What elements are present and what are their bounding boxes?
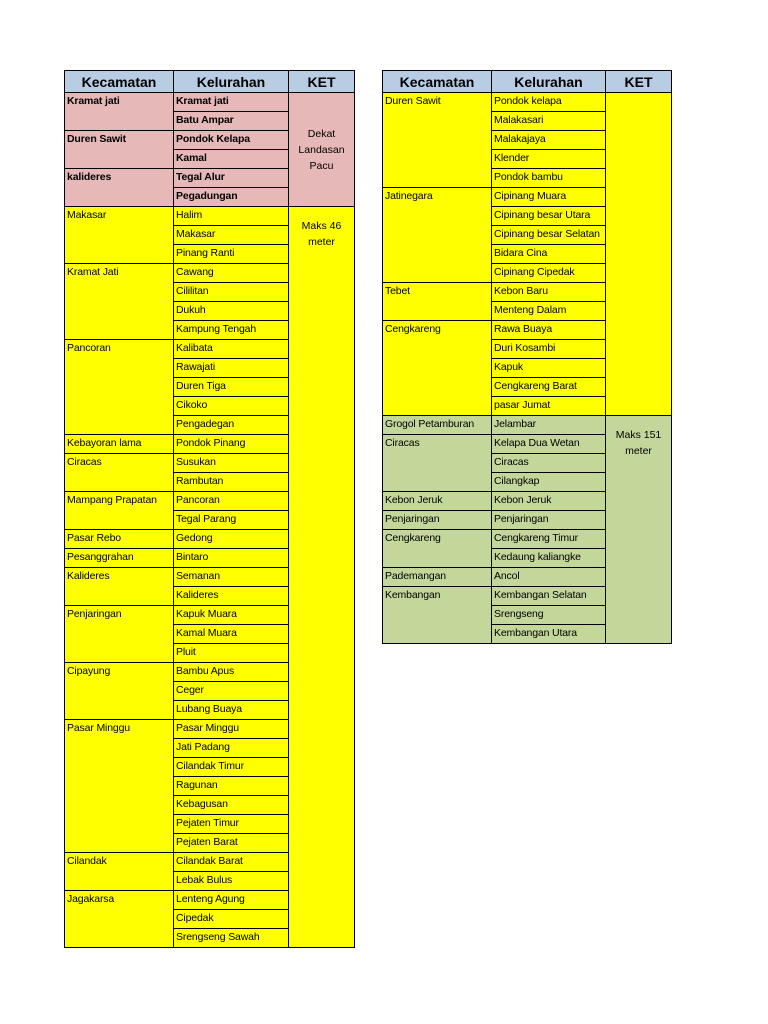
kelurahan-cell: Cawang: [174, 264, 289, 283]
ket-cell: [606, 93, 672, 416]
kelurahan-cell: Kebon Baru: [492, 283, 606, 302]
kecamatan-cell: Jagakarsa: [65, 891, 174, 948]
kelurahan-cell: Pasar Minggu: [174, 720, 289, 739]
kelurahan-cell: Lubang Buaya: [174, 701, 289, 720]
kelurahan-cell: Bintaro: [174, 549, 289, 568]
kelurahan-cell: Ciracas: [492, 454, 606, 473]
ket-cell: Maks 46 meter: [289, 207, 355, 948]
kecamatan-cell: Penjaringan: [65, 606, 174, 663]
kelurahan-cell: Penjaringan: [492, 511, 606, 530]
kelurahan-cell: Pinang Ranti: [174, 245, 289, 264]
kelurahan-cell: Kramat jati: [174, 93, 289, 112]
kelurahan-cell: Kamal Muara: [174, 625, 289, 644]
kecamatan-cell: Grogol Petamburan: [383, 416, 492, 435]
ket-cell: Maks 151 meter: [606, 416, 672, 644]
kelurahan-cell: Kampung Tengah: [174, 321, 289, 340]
kelurahan-cell: Cipinang Muara: [492, 188, 606, 207]
kelurahan-cell: Pondok Pinang: [174, 435, 289, 454]
kecamatan-cell: Kembangan: [383, 587, 492, 644]
header-kelurahan: Kelurahan: [492, 71, 606, 93]
table-row: [65, 93, 355, 112]
kecamatan-cell: Kebon Jeruk: [383, 492, 492, 511]
kelurahan-cell: Makasar: [174, 226, 289, 245]
kecamatan-cell: Cengkareng: [383, 321, 492, 416]
kelurahan-cell: Kapuk Muara: [174, 606, 289, 625]
kelurahan-cell: Srengseng: [492, 606, 606, 625]
kelurahan-cell: Ragunan: [174, 777, 289, 796]
table-body: [65, 93, 355, 948]
kelurahan-cell: Kapuk: [492, 359, 606, 378]
kecamatan-cell: Ciracas: [65, 454, 174, 492]
kelurahan-cell: Duren Tiga: [174, 378, 289, 397]
kelurahan-cell: Srengseng Sawah: [174, 929, 289, 948]
kelurahan-cell: Pejaten Barat: [174, 834, 289, 853]
kelurahan-cell: Pegadungan: [174, 188, 289, 207]
kelurahan-cell: Kedaung kaliangke: [492, 549, 606, 568]
kelurahan-cell: Kamal: [174, 150, 289, 169]
table-body: [383, 93, 672, 644]
kelurahan-cell: Dukuh: [174, 302, 289, 321]
kelurahan-cell: Cipinang besar Selatan: [492, 226, 606, 245]
kelurahan-cell: Bidara Cina: [492, 245, 606, 264]
kelurahan-cell: Batu Ampar: [174, 112, 289, 131]
header-ket: KET: [606, 71, 672, 93]
kelurahan-cell: Pancoran: [174, 492, 289, 511]
kelurahan-cell: Kebagusan: [174, 796, 289, 815]
kelurahan-cell: Cikoko: [174, 397, 289, 416]
kecamatan-cell: Kramat jati: [65, 93, 174, 131]
kelurahan-cell: Halim: [174, 207, 289, 226]
district-table-right: [382, 70, 672, 644]
kelurahan-cell: Kembangan Utara: [492, 625, 606, 644]
kelurahan-cell: Cilangkap: [492, 473, 606, 492]
kelurahan-cell: Cipinang Cipedak: [492, 264, 606, 283]
kelurahan-cell: Rawajati: [174, 359, 289, 378]
header-row: [65, 71, 355, 93]
table-header: [65, 71, 355, 93]
kelurahan-cell: Ancol: [492, 568, 606, 587]
kelurahan-cell: Tegal Alur: [174, 169, 289, 188]
kelurahan-cell: Cilandak Timur: [174, 758, 289, 777]
kelurahan-cell: pasar Jumat: [492, 397, 606, 416]
kelurahan-cell: Cipinang besar Utara: [492, 207, 606, 226]
kelurahan-cell: Pondok bambu: [492, 169, 606, 188]
kelurahan-cell: Pejaten Timur: [174, 815, 289, 834]
ket-cell: Dekat Landasan Pacu: [289, 93, 355, 207]
kecamatan-cell: Pademangan: [383, 568, 492, 587]
kelurahan-cell: Semanan: [174, 568, 289, 587]
header-row: [383, 71, 672, 93]
kelurahan-cell: Kalideres: [174, 587, 289, 606]
kelurahan-cell: Cengkareng Timur: [492, 530, 606, 549]
kecamatan-cell: Makasar: [65, 207, 174, 264]
kecamatan-cell: Pesanggrahan: [65, 549, 174, 568]
kelurahan-cell: Cengkareng Barat: [492, 378, 606, 397]
kelurahan-cell: Kelapa Dua Wetan: [492, 435, 606, 454]
kecamatan-cell: Cilandak: [65, 853, 174, 891]
kecamatan-cell: Pancoran: [65, 340, 174, 435]
kecamatan-cell: Kalideres: [65, 568, 174, 606]
kelurahan-cell: Jati Padang: [174, 739, 289, 758]
kelurahan-cell: Pluit: [174, 644, 289, 663]
kelurahan-cell: Kebon Jeruk: [492, 492, 606, 511]
kelurahan-cell: Cipedak: [174, 910, 289, 929]
table-row: [383, 93, 672, 112]
kecamatan-cell: Pasar Rebo: [65, 530, 174, 549]
kecamatan-cell: Cengkareng: [383, 530, 492, 568]
kecamatan-cell: kalideres: [65, 169, 174, 207]
kecamatan-cell: Pasar Minggu: [65, 720, 174, 853]
kelurahan-cell: Kalibata: [174, 340, 289, 359]
kecamatan-cell: Mampang Prapatan: [65, 492, 174, 530]
kelurahan-cell: Lenteng Agung: [174, 891, 289, 910]
kecamatan-cell: Duren Sawit: [383, 93, 492, 188]
table-row: [383, 416, 672, 435]
kecamatan-cell: Kebayoran lama: [65, 435, 174, 454]
kelurahan-cell: Pondok kelapa: [492, 93, 606, 112]
kelurahan-cell: Bambu Apus: [174, 663, 289, 682]
kecamatan-cell: Penjaringan: [383, 511, 492, 530]
kelurahan-cell: Ceger: [174, 682, 289, 701]
kelurahan-cell: Menteng Dalam: [492, 302, 606, 321]
kelurahan-cell: Tegal Parang: [174, 511, 289, 530]
header-kelurahan: Kelurahan: [174, 71, 289, 93]
table-header: [383, 71, 672, 93]
table-row: [65, 207, 355, 226]
kelurahan-cell: Cilandak Barat: [174, 853, 289, 872]
kelurahan-cell: Gedong: [174, 530, 289, 549]
kelurahan-cell: Malakajaya: [492, 131, 606, 150]
kecamatan-cell: Ciracas: [383, 435, 492, 492]
kelurahan-cell: Rambutan: [174, 473, 289, 492]
kecamatan-cell: Cipayung: [65, 663, 174, 720]
header-kecamatan: Kecamatan: [383, 71, 492, 93]
kecamatan-cell: Duren Sawit: [65, 131, 174, 169]
kelurahan-cell: Susukan: [174, 454, 289, 473]
kelurahan-cell: Jelambar: [492, 416, 606, 435]
kecamatan-cell: Kramat Jati: [65, 264, 174, 340]
kelurahan-cell: Klender: [492, 150, 606, 169]
kelurahan-cell: Kembangan Selatan: [492, 587, 606, 606]
kecamatan-cell: Jatinegara: [383, 188, 492, 283]
kelurahan-cell: Rawa Buaya: [492, 321, 606, 340]
header-ket: KET: [289, 71, 355, 93]
kelurahan-cell: Cililitan: [174, 283, 289, 302]
kelurahan-cell: Pondok Kelapa: [174, 131, 289, 150]
kelurahan-cell: Lebak Bulus: [174, 872, 289, 891]
kelurahan-cell: Malakasari: [492, 112, 606, 131]
kecamatan-cell: Tebet: [383, 283, 492, 321]
header-kecamatan: Kecamatan: [65, 71, 174, 93]
district-table-left: [64, 70, 355, 948]
kelurahan-cell: Pengadegan: [174, 416, 289, 435]
kelurahan-cell: Duri Kosambi: [492, 340, 606, 359]
